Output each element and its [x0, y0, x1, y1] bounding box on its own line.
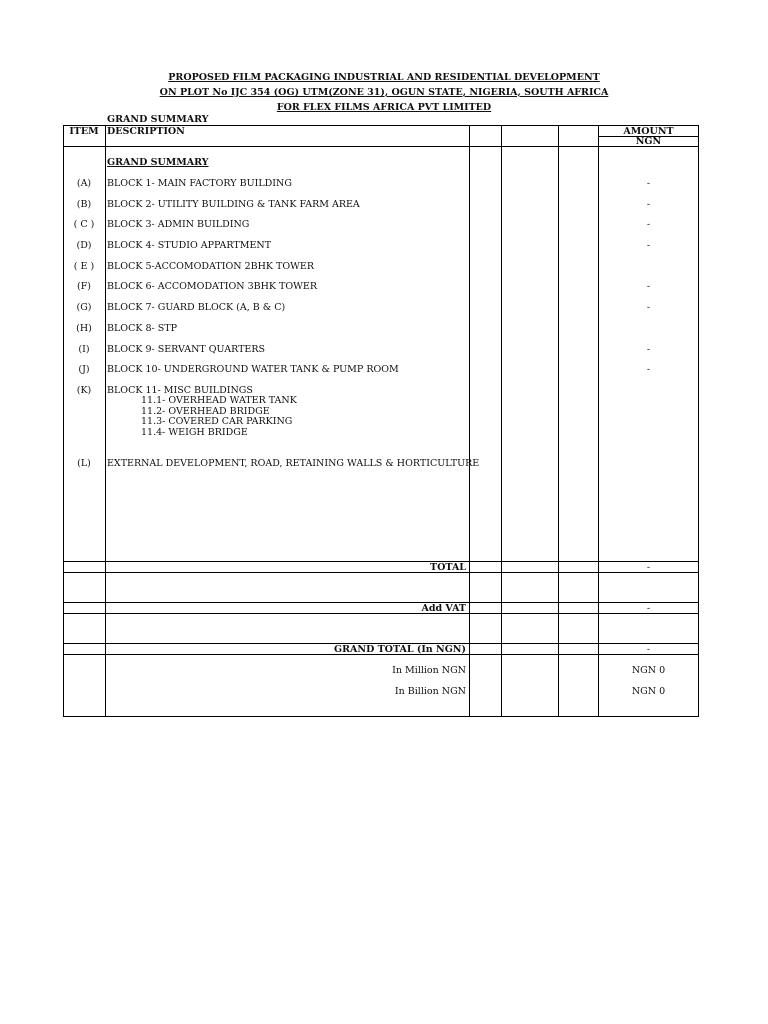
row-item: ( E ) — [73, 261, 95, 272]
sub-item: 11.3- COVERED CAR PARKING — [141, 416, 293, 427]
sub-item: 11.2- OVERHEAD BRIDGE — [141, 406, 270, 417]
row-amount: - — [646, 240, 651, 251]
row-item: ( C ) — [73, 219, 95, 230]
total-label: TOTAL — [430, 562, 466, 573]
row-amount: - — [646, 199, 651, 210]
row-amount: - — [646, 178, 651, 189]
vat-amount: - — [646, 603, 651, 614]
col-currency: NGN — [635, 136, 662, 147]
header-line-3: FOR FLEX FILMS AFRICA PVT LIMITED — [276, 102, 492, 113]
row-item: (K) — [76, 385, 92, 396]
row-item: (F) — [76, 281, 91, 292]
row-amount: - — [646, 344, 651, 355]
col-divider — [105, 125, 106, 717]
row-description: BLOCK 8- STP — [107, 323, 177, 334]
col-divider — [469, 125, 470, 717]
sub-item: 11.1- OVERHEAD WATER TANK — [141, 395, 297, 406]
body-title: GRAND SUMMARY — [107, 157, 209, 168]
billion-label: In Billion NGN — [394, 686, 466, 697]
row-description: BLOCK 2- UTILITY BUILDING & TANK FARM AREA — [107, 199, 360, 210]
row-item: (I) — [78, 344, 90, 355]
row-description: BLOCK 9- SERVANT QUARTERS — [107, 344, 266, 355]
grand-total-amount: - — [646, 644, 651, 655]
col-amount: AMOUNT — [623, 126, 674, 137]
row-item: (L) — [77, 458, 91, 469]
col-item: ITEM — [69, 126, 99, 137]
sub-item: 11.4- WEIGH BRIDGE — [141, 427, 248, 438]
col-description: DESCRIPTION — [107, 126, 185, 137]
million-amount: NGN 0 — [631, 665, 666, 676]
row-description: BLOCK 5-ACCOMODATION 2BHK TOWER — [107, 261, 314, 272]
grand-total-label: GRAND TOTAL (In NGN) — [334, 644, 466, 655]
vat-label: Add VAT — [421, 603, 466, 614]
row-item: (A) — [76, 178, 92, 189]
col-divider — [558, 125, 559, 717]
row-description: BLOCK 11- MISC BUILDINGS — [107, 385, 253, 396]
total-amount: - — [646, 562, 651, 573]
row-description: BLOCK 1- MAIN FACTORY BUILDING — [107, 178, 292, 189]
row-description: BLOCK 7- GUARD BLOCK (A, B & C) — [107, 302, 286, 313]
row-description: BLOCK 3- ADMIN BUILDING — [107, 219, 250, 230]
header-line-1: PROPOSED FILM PACKAGING INDUSTRIAL AND RESIDENTIAL DEVELOPMENT — [168, 72, 600, 83]
row-description: EXTERNAL DEVELOPMENT, ROAD, RETAINING WALLS & HORTICULTURE — [107, 458, 480, 469]
row-item: (B) — [76, 199, 92, 210]
header-line-2: ON PLOT No IJC 354 (OG) UTM(ZONE 31), OGUN STATE, NIGERIA, SOUTH AFRICA — [159, 87, 609, 98]
row-description: BLOCK 6- ACCOMODATION 3BHK TOWER — [107, 281, 318, 292]
row-description: BLOCK 4- STUDIO APPARTMENT — [107, 240, 272, 251]
row-description: BLOCK 10- UNDERGROUND WATER TANK & PUMP ROOM — [107, 364, 399, 375]
row-item: (H) — [76, 323, 92, 334]
col-divider — [598, 125, 599, 717]
million-label: In Million NGN — [392, 665, 466, 676]
row-amount: - — [646, 281, 651, 292]
col-divider — [501, 125, 502, 717]
row-item: (J) — [78, 364, 90, 375]
billion-amount: NGN 0 — [631, 686, 666, 697]
row-amount: - — [646, 302, 651, 313]
row-item: (G) — [76, 302, 92, 313]
row-amount: - — [646, 219, 651, 230]
section-label: GRAND SUMMARY — [107, 114, 209, 125]
row-amount: - — [646, 364, 651, 375]
row-item: (D) — [76, 240, 92, 251]
